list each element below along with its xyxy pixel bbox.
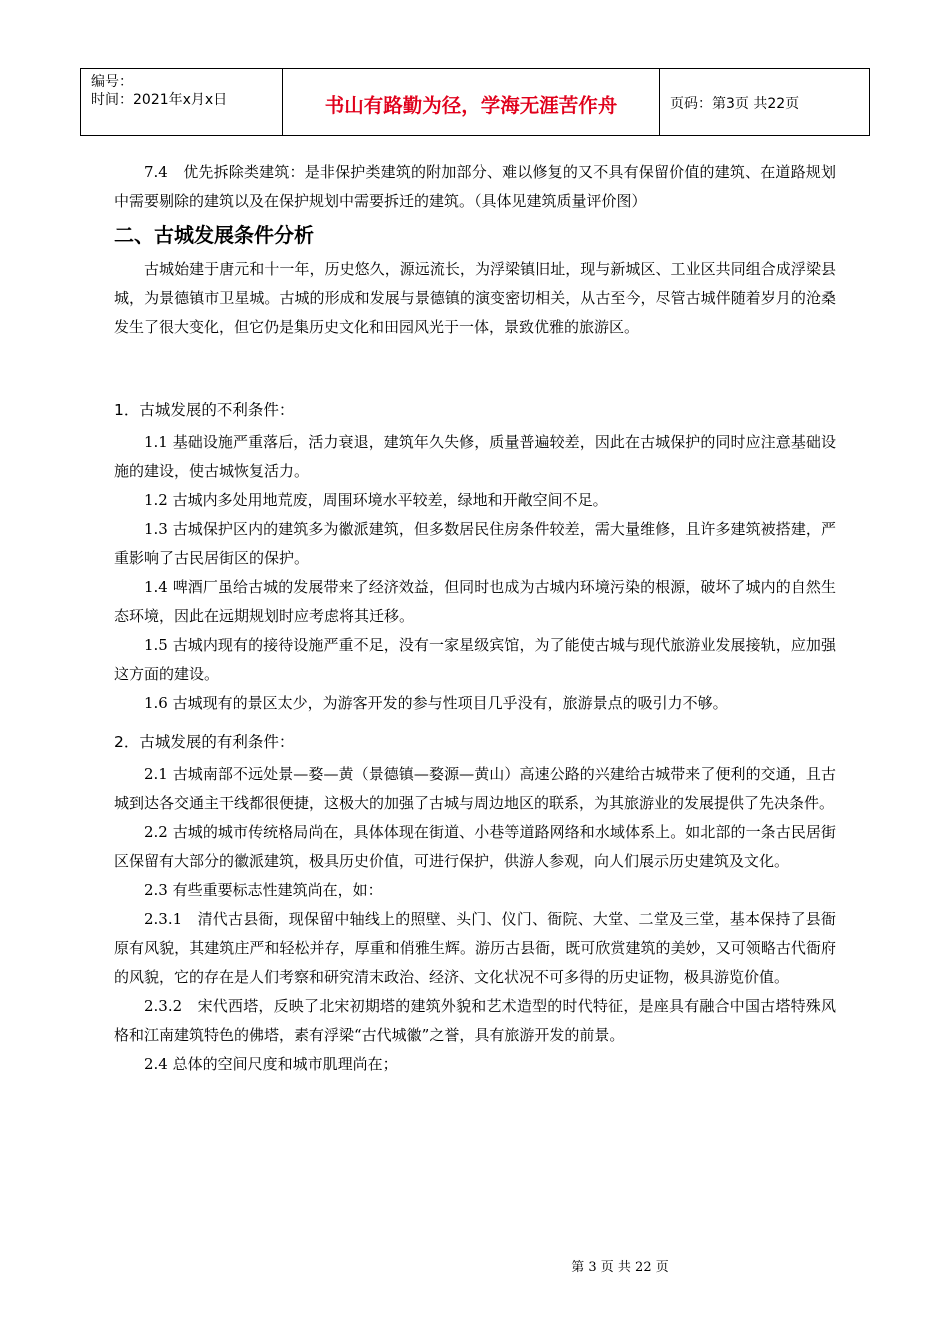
- header-left-cell: [81, 69, 283, 135]
- list-item: 1.1 基础设施严重落后，活力衰退，建筑年久失修，质量普遍较差，因此在古城保护的同时应注意基础设施的建设，使古城恢复活力。: [114, 433, 836, 480]
- header-page-info: 页码：第3页 共22页: [670, 96, 800, 112]
- page-footer: [0, 1256, 950, 1275]
- list-item: 2.3.1 清代古县衙，现保留中轴线上的照壁、头门、仪门、衙院、大堂、二堂及三堂，基本保持了县衙原有风貌，其建筑庄严和轻松并存，厚重和俏雅生辉。游历古县衙，既可欣赏建筑的美妙，又可领略古代衙府的风貌，它的存在是人们考察和研究清末政治、经济、文化状况不可多得的历史证物，极具游览价值。: [114, 910, 836, 986]
- list-item: 1.4 啤酒厂虽给古城的发展带来了经济效益，但同时也成为古城内环境污染的根源，破坏了城内的自然生态环境，因此在远期规划时应考虑将其迁移。: [114, 578, 836, 625]
- list-item: 2.2 古城的城市传统格局尚在，具体体现在街道、小巷等道路网络和水域体系上。如北部的一条古民居街区保留有大部分的徽派建筑，极具历史价值，可进行保护，供游人参观，向人们展示历史建筑及文化。: [114, 823, 836, 870]
- list-item: 2.3 有些重要标志性建筑尚在，如：: [144, 881, 383, 899]
- intro-paragraph: 7.4 优先拆除类建筑：是非保护类建筑的附加部分、难以修复的又不具有保留价值的建筑、在道路规划中需要剔除的建筑以及在保护规划中需要拆迁的建筑。（具体见建筑质量评价图）: [114, 163, 836, 210]
- list-item: 2.1 古城南部不远处景—婺—黄（景德镇—婺源—黄山）高速公路的兴建给古城带来了便利的交通，且古城到达各交通主干线都很便捷，这极大的加强了古城与周边地区的联系，为其旅游业的发展提供了先决条件。: [114, 765, 836, 812]
- subsection-title-disadvantages: 1．古城发展的不利条件：: [114, 401, 295, 419]
- list-item: 2.3.2 宋代西塔，反映了北宋初期塔的建筑外貌和艺术造型的时代特征，是座具有融合中国古塔特殊风格和江南建筑特色的佛塔，素有浮梁“古代城徽”之誉，具有旅游开发的前景。: [114, 997, 836, 1044]
- document-number-label: 编号：: [91, 74, 133, 90]
- document-date: 时间：2021年x月x日: [91, 92, 228, 108]
- spacer: [114, 342, 836, 386]
- header-motto: 书山有路勤为径，学海无涯苦作舟: [283, 69, 660, 135]
- section-title: 二、古城发展条件分析: [114, 223, 314, 247]
- list-item: 1.6 古城现有的景区太少，为游客开发的参与性项目几乎没有，旅游景点的吸引力不够。: [144, 694, 728, 712]
- list-item: 1.3 古城保护区内的建筑多为徽派建筑，但多数居民住房条件较差，需大量维修，且许多建筑被搭建，严重影响了古民居街区的保护。: [114, 520, 836, 567]
- list-item: 1.2 古城内多处用地荒废，周围环境水平较差，绿地和开敞空间不足。: [144, 491, 608, 509]
- document-body: [114, 158, 836, 1079]
- section-paragraph: 古城始建于唐元和十一年，历史悠久，源远流长，为浮梁镇旧址，现与新城区、工业区共同组合成浮梁县城，为景德镇市卫星城。古城的形成和发展与景德镇的演变密切相关，从古至今，尽管古城伴随着岁月的沧桑发生了很大变化，但它仍是集历史文化和田园风光于一体，景致优雅的旅游区。: [114, 260, 836, 336]
- list-item: 2.4 总体的空间尺度和城市肌理尚在；: [144, 1055, 398, 1073]
- list-item: 1.5 古城内现有的接待设施严重不足，没有一家星级宾馆，为了能使古城与现代旅游业发展接轨，应加强这方面的建设。: [114, 636, 836, 683]
- subsection-title-advantages: 2．古城发展的有利条件：: [114, 733, 295, 751]
- page-header: [80, 68, 870, 136]
- footer-page-number: 第 3 页 共 22 页: [571, 1260, 669, 1275]
